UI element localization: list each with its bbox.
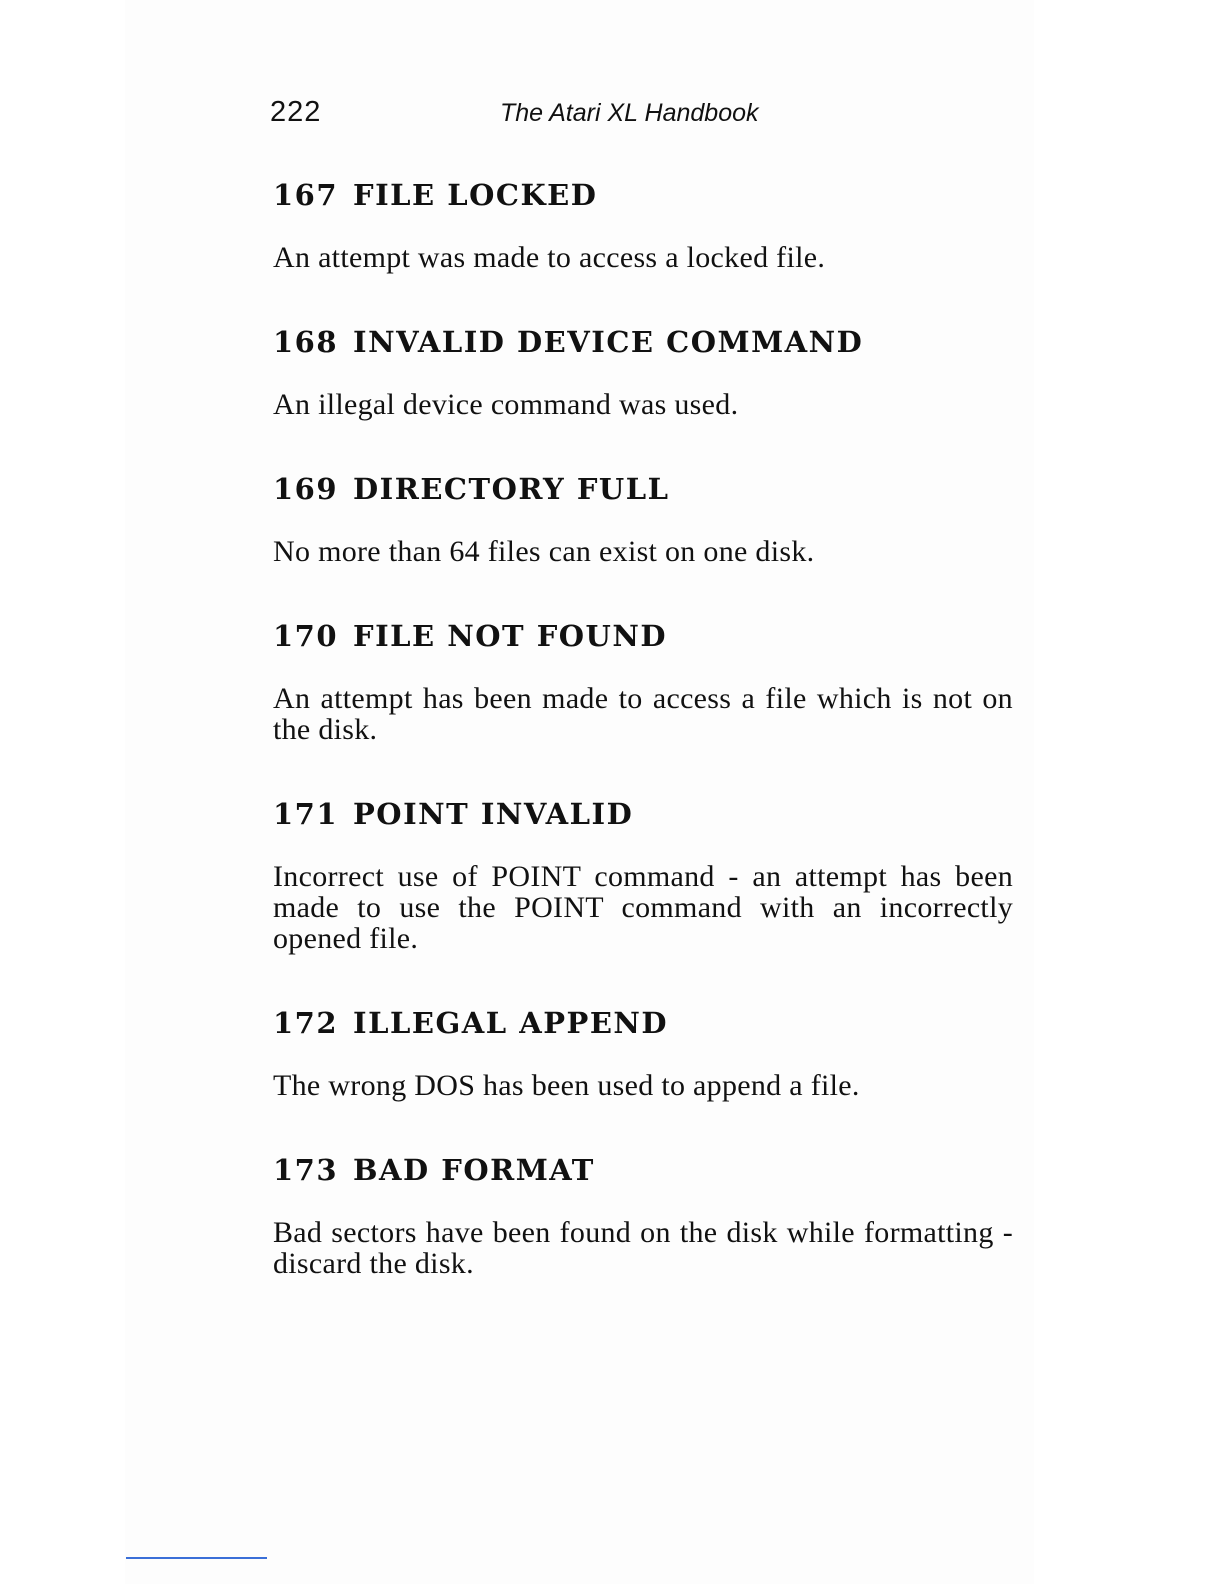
error-entry-172 — [273, 998, 1013, 1101]
page-margin-right — [1034, 0, 1224, 1584]
error-description: The wrong DOS has been used to append a file. — [273, 1069, 860, 1102]
error-title: BAD FORMAT — [353, 1153, 595, 1187]
error-title: FILE LOCKED — [353, 178, 598, 212]
entry-heading — [273, 464, 1013, 514]
entry-heading — [273, 789, 1013, 839]
page-number: 222 — [270, 96, 322, 128]
error-entry-167 — [273, 170, 1013, 273]
error-entry-168 — [273, 317, 1013, 420]
error-title: DIRECTORY FULL — [353, 472, 670, 506]
error-entry-171 — [273, 789, 1013, 954]
entry-heading — [273, 170, 1013, 220]
entry-heading — [273, 317, 1013, 367]
error-description: Incorrect use of POINT command - an attempt has been made to use the POINT command with an incorrectly opened file. — [273, 860, 1013, 955]
page-header — [270, 96, 1010, 132]
error-code: 168 — [273, 325, 339, 359]
page-margin-left — [0, 0, 125, 1584]
error-title: FILE NOT FOUND — [353, 619, 667, 653]
error-code: 167 — [273, 178, 339, 212]
error-description: Bad sectors have been found on the disk while formatting - discard the disk. — [273, 1216, 1013, 1280]
error-code: 169 — [273, 472, 339, 506]
entry-heading — [273, 998, 1013, 1048]
error-code: 171 — [273, 797, 339, 831]
running-title: The Atari XL Handbook — [500, 99, 759, 127]
error-description: An illegal device command was used. — [273, 388, 739, 421]
error-entry-173 — [273, 1145, 1013, 1279]
entry-heading — [273, 1145, 1013, 1195]
error-code: 170 — [273, 619, 339, 653]
error-entry-170 — [273, 611, 1013, 745]
error-title: ILLEGAL APPEND — [353, 1006, 669, 1040]
error-code: 173 — [273, 1153, 339, 1187]
error-entry-169 — [273, 464, 1013, 567]
error-title: POINT INVALID — [353, 797, 634, 831]
error-code: 172 — [273, 1006, 339, 1040]
error-description: No more than 64 files can exist on one disk. — [273, 535, 815, 568]
entry-heading — [273, 611, 1013, 661]
error-description: An attempt was made to access a locked file. — [273, 241, 826, 274]
error-description: An attempt has been made to access a file which is not on the disk. — [273, 682, 1013, 746]
error-title: INVALID DEVICE COMMAND — [353, 325, 864, 359]
error-code-list — [273, 170, 1013, 1279]
footer-rule — [126, 1557, 267, 1559]
